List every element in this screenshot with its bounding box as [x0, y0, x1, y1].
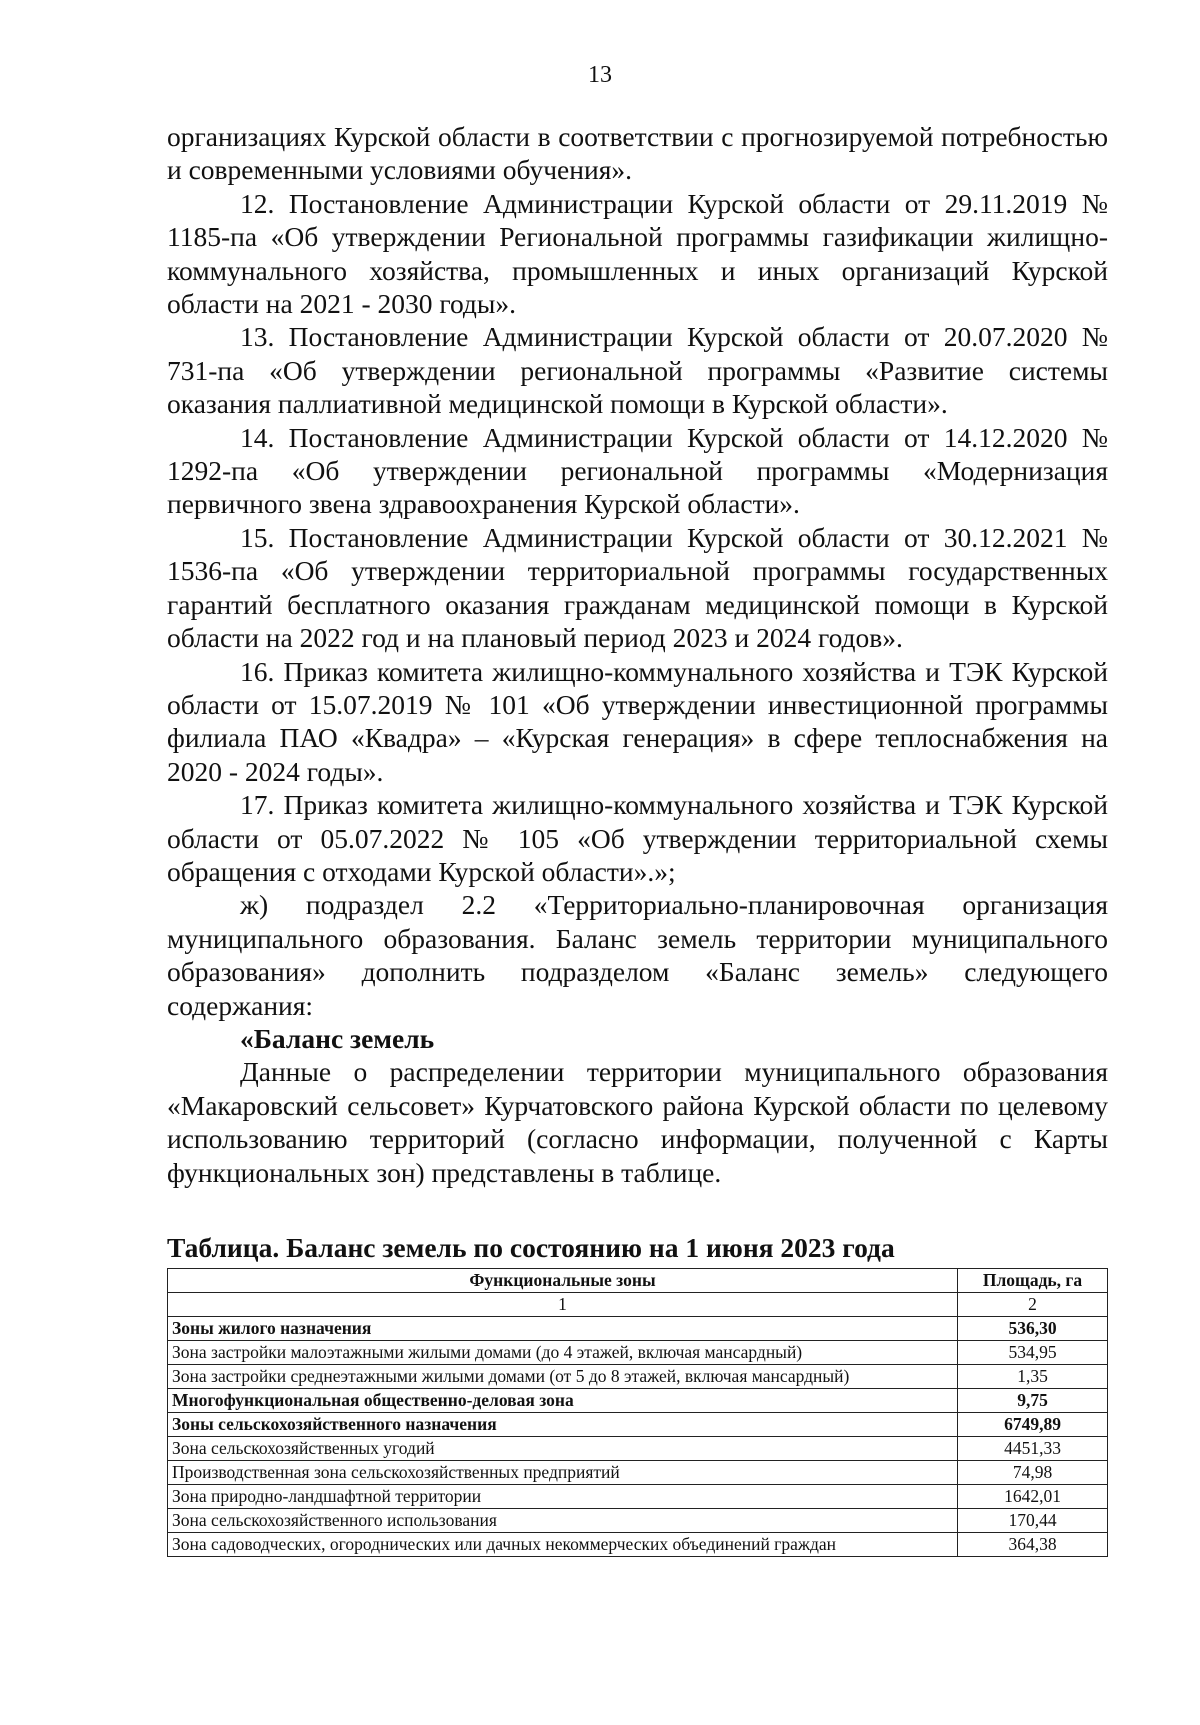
- table-title: Таблица. Баланс земель по состоянию на 1 июня 2023 года: [167, 1232, 895, 1263]
- table-row: [168, 1317, 1108, 1341]
- area-cell: 534,95: [958, 1341, 1108, 1365]
- zone-name-cell: Производственная зона сельскохозяйственных предприятий: [168, 1461, 958, 1485]
- land-balance-table: [167, 1268, 1108, 1557]
- paragraph: 16. Приказ комитета жилищно-коммунального хозяйства и ТЭК Курской области от 15.07.2019 № 101 «Об утверждении инвестиционной программы филиала ПАО «Квадра» – «Курская генерация» в сфере теплоснабжения на 2020 - 2024 годы».: [167, 655, 1108, 787]
- area-cell: 74,98: [958, 1461, 1108, 1485]
- column-number-2: 2: [958, 1293, 1108, 1317]
- table-column-numbers-row: [168, 1293, 1108, 1317]
- zone-name-cell: Зона природно-ландшафтной территории: [168, 1485, 958, 1509]
- area-cell: 170,44: [958, 1509, 1108, 1533]
- header-area: Площадь, га: [958, 1269, 1108, 1293]
- zone-name-cell: Зоны жилого назначения: [168, 1317, 958, 1341]
- area-cell: 9,75: [958, 1389, 1108, 1413]
- table-header-row: [168, 1269, 1108, 1293]
- table-row: [168, 1461, 1108, 1485]
- table-row: [168, 1389, 1108, 1413]
- zone-name-cell: Зона садоводческих, огороднических или дачных некоммерческих объединений граждан: [168, 1533, 958, 1557]
- paragraph: 13. Постановление Администрации Курской области от 20.07.2020 № 731-па «Об утверждении региональной программы «Развитие системы оказания паллиативной медицинской помощи в Курской области».: [167, 321, 1108, 420]
- zone-name-cell: Зона сельскохозяйственных угодий: [168, 1437, 958, 1461]
- area-cell: 4451,33: [958, 1437, 1108, 1461]
- paragraph: Данные о распределении территории муниципального образования «Макаровский сельсовет» Курчатовского района Курской области по целевому использованию территорий (согласно информации, полученной с Карты функциональных зон) представлены в таблице.: [167, 1056, 1108, 1188]
- column-number-1: 1: [168, 1293, 958, 1317]
- paragraph: организациях Курской области в соответствии с прогнозируемой потребностью и современными условиями обучения».: [167, 121, 1108, 186]
- table-row: [168, 1437, 1108, 1461]
- table-row: [168, 1341, 1108, 1365]
- zone-name-cell: Зона застройки малоэтажными жилыми домами (до 4 этажей, включая мансардный): [168, 1341, 958, 1365]
- zone-name-cell: Зона застройки среднеэтажными жилыми домами (от 5 до 8 этажей, включая мансардный): [168, 1365, 958, 1389]
- paragraph: 17. Приказ комитета жилищно-коммунального хозяйства и ТЭК Курской области от 05.07.2022 № 105 «Об утверждении территориальной схемы обращения с отходами Курской области».»;: [167, 789, 1108, 887]
- area-cell: 6749,89: [958, 1413, 1108, 1437]
- area-cell: 1,35: [958, 1365, 1108, 1389]
- zone-name-cell: Зона сельскохозяйственного использования: [168, 1509, 958, 1533]
- area-cell: 364,38: [958, 1533, 1108, 1557]
- zone-name-cell: Многофункциональная общественно-деловая зона: [168, 1389, 958, 1413]
- page-number: 13: [588, 62, 612, 88]
- table-row: [168, 1485, 1108, 1509]
- paragraph: ж) подраздел 2.2 «Территориально-планировочная организация муниципального образования. Баланс земель территории муниципального образования» дополнить подразделом «Баланс земель» следующего содержания:: [167, 889, 1108, 1021]
- header-zones: Функциональные зоны: [168, 1269, 958, 1293]
- table-row: [168, 1533, 1108, 1557]
- area-cell: 536,30: [958, 1317, 1108, 1341]
- subsection-heading: «Баланс земель: [240, 1022, 435, 1054]
- paragraph: 14. Постановление Администрации Курской области от 14.12.2020 № 1292-па «Об утверждении региональной программы «Модернизация первичного звена здравоохранения Курской области».: [167, 421, 1108, 520]
- table-row: [168, 1365, 1108, 1389]
- table-row: [168, 1413, 1108, 1437]
- table-row: [168, 1509, 1108, 1533]
- document-body: [167, 120, 1108, 1189]
- area-cell: 1642,01: [958, 1485, 1108, 1509]
- paragraph: 12. Постановление Администрации Курской области от 29.11.2019 № 1185-па «Об утверждении Региональной программы газификации жилищно-коммунального хозяйства, промышленных и иных организаций Курской области на 2021 - 2030 годы».: [167, 187, 1108, 320]
- zone-name-cell: Зоны сельскохозяйственного назначения: [168, 1413, 958, 1437]
- paragraph: 15. Постановление Администрации Курской области от 30.12.2021 № 1536-па «Об утверждении территориальной программы государственных гарантий бесплатного оказания гражданам медицинской помощи в Курской области на 2022 год и на плановый период 2023 и 2024 годов».: [167, 521, 1108, 654]
